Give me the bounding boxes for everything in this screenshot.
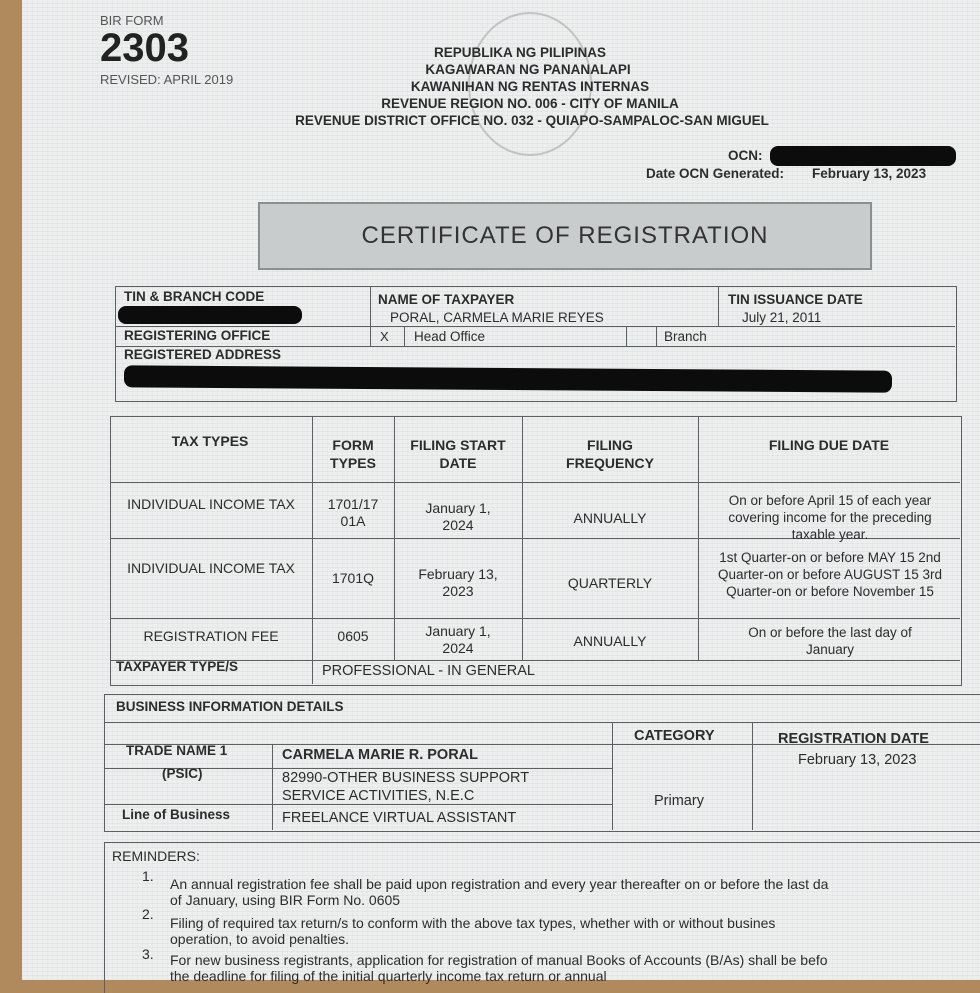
table-row-3-frequency: ANNUALLY (573, 633, 647, 649)
ocn-label: OCN: (728, 148, 763, 163)
taxpayer-name-label: NAME OF TAXPAYER (378, 292, 515, 307)
table-row-2-due: 1st Quarter-on or before MAY 15 2nd Quarter-on or before AUGUST 15 3rd Quarter-on or before November 15 (717, 550, 943, 599)
line-of-business-label: Line of Business (122, 807, 231, 822)
table-row-2-form: 1701Q (331, 570, 375, 586)
table-row-1-start: January 1, 2024 (425, 500, 491, 533)
registration-date: February 13, 2023 (798, 752, 917, 768)
psic-line-2: SERVICE ACTIVITIES, N.E.C (282, 788, 475, 804)
reminder-2-line-1: Filing of required tax return/s to conform with the above tax types, whether with or without busines (170, 915, 776, 931)
registering-office-label: REGISTERING OFFICE (124, 328, 271, 343)
reminder-3-line-1: For new business registrants, application for registration of manual Books of Accounts (B/As) shall be befo (170, 952, 828, 968)
tin-issuance-label: TIN ISSUANCE DATE (728, 292, 863, 307)
col-header-form-types: FORM TYPES (330, 437, 376, 471)
certificate-title: CERTIFICATE OF REGISTRATION (258, 202, 872, 270)
ocn-redaction (770, 146, 956, 166)
taxpayer-name: PORAL, CARMELA MARIE REYES (390, 310, 604, 325)
table-row-1-frequency: ANNUALLY (573, 510, 647, 526)
table-row-3-due: On or before the last day of January (748, 625, 912, 657)
ocn-date-label: Date OCN Generated: (646, 166, 785, 181)
tin-redaction (118, 306, 302, 324)
reminder-2-number: 2. (142, 906, 154, 922)
agency-line-4: REVENUE REGION NO. 006 - CITY OF MANILA (381, 96, 679, 111)
table-row-1-tax-type: INDIVIDUAL INCOME TAX (127, 496, 295, 512)
trade-name-label: TRADE NAME 1 (126, 743, 228, 758)
trade-name: CARMELA MARIE R. PORAL (282, 747, 479, 763)
col-header-tax-types: TAX TYPES (171, 433, 249, 449)
form-revised: REVISED: APRIL 2019 (100, 72, 234, 87)
table-row-3-tax-type: REGISTRATION FEE (143, 628, 279, 644)
reminder-1-line-1: An annual registration fee shall be paid upon registration and every year thereafter on or before the last da (170, 876, 829, 892)
taxpayer-type-label: TAXPAYER TYPE/S (116, 659, 239, 674)
form-number: 2303 (100, 26, 189, 70)
business-section-label: BUSINESS INFORMATION DETAILS (116, 699, 344, 714)
branch-label: Branch (664, 329, 707, 344)
business-category: Primary (654, 793, 704, 809)
reminders-label: REMINDERS: (112, 848, 200, 864)
table-row-3-start: January 1, 2024 (425, 623, 491, 656)
agency-line-5: REVENUE DISTRICT OFFICE NO. 032 - QUIAPO-SAMPALOC-SAN MIGUEL (295, 113, 769, 128)
reminder-1-number: 1. (142, 868, 154, 884)
registration-date-label: REGISTRATION DATE (778, 731, 929, 747)
col-header-filing-frequency: FILING FREQUENCY (566, 437, 654, 471)
head-office-label: Head Office (414, 329, 486, 344)
table-row-3-form: 0605 (337, 628, 369, 644)
tin-label: TIN & BRANCH CODE (124, 289, 265, 304)
table-row-2-start: February 13, 2023 (418, 566, 498, 599)
agency-line-2: KAGAWARAN NG PANANALAPI (425, 62, 631, 77)
agency-line-1: REPUBLIKA NG PILIPINAS (433, 45, 607, 60)
reminder-1-line-2: of January, using BIR Form No. 0605 (170, 892, 401, 908)
form-label: BIR FORM (100, 13, 164, 28)
agency-line-3: KAWANIHAN NG RENTAS INTERNAS (410, 79, 650, 94)
line-of-business: FREELANCE VIRTUAL ASSISTANT (282, 810, 517, 826)
table-row-1-form: 1701/17 01A (327, 496, 379, 529)
registered-address-label: REGISTERED ADDRESS (124, 347, 282, 362)
category-label: CATEGORY (634, 728, 715, 744)
reminder-3-line-2: the deadline for filing of the initial quarterly income tax return or annual (170, 968, 607, 984)
reminder-2-line-2: operation, to avoid penalties. (170, 931, 350, 947)
reminder-3-number: 3. (142, 946, 154, 962)
tin-issuance-date: July 21, 2011 (742, 310, 822, 325)
table-row-2-tax-type: INDIVIDUAL INCOME TAX (127, 560, 295, 576)
ocn-date: February 13, 2023 (812, 166, 927, 181)
psic-label: (PSIC) (162, 766, 203, 781)
col-header-filing-due-date: FILING DUE DATE (768, 437, 890, 453)
col-header-filing-start-date: FILING START DATE (410, 437, 506, 471)
head-office-checkbox-mark: X (380, 329, 389, 344)
psic-line-1: 82990-OTHER BUSINESS SUPPORT (282, 770, 530, 786)
table-row-2-frequency: QUARTERLY (567, 575, 653, 591)
table-row-1-due: On or before April 15 of each year covering income for the preceding taxable year. (728, 493, 932, 542)
taxpayer-type: PROFESSIONAL - IN GENERAL (322, 663, 535, 679)
